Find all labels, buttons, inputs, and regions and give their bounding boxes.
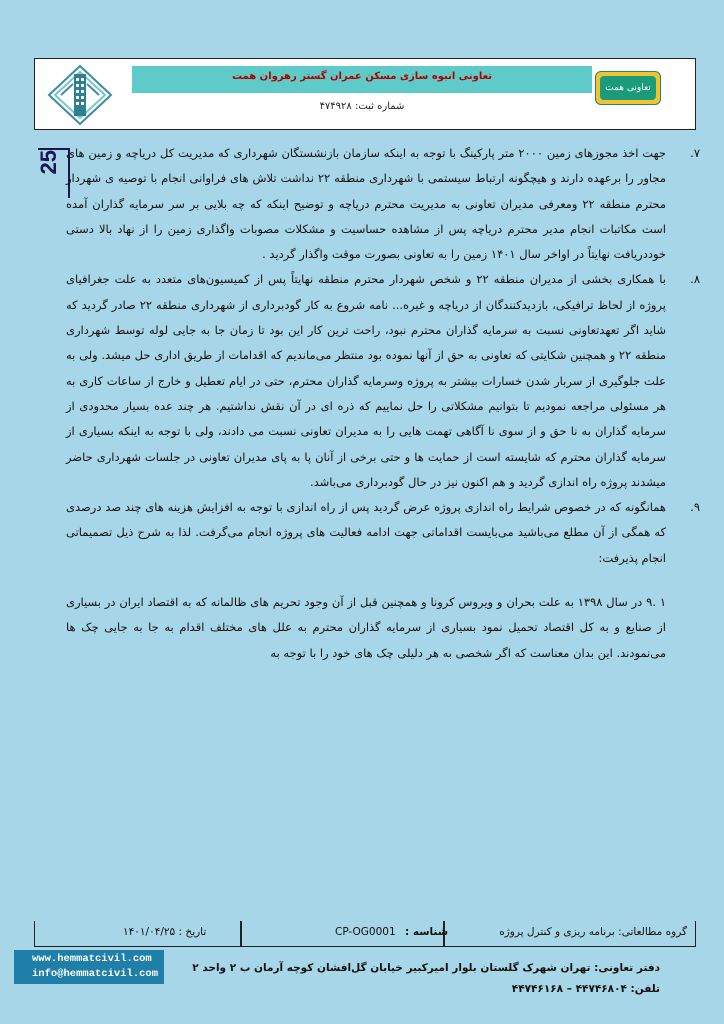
list-item bbox=[66, 141, 700, 267]
item-text: همانگونه که در خصوص شرایط راه اندازی پروژه عرض گردید پس از راه اندازی با توجه به افزایش هزینه های چند صد درصدی که همگی از آن مطلع می‌باشید می‌بایست اقداماتی جهت ادامه فعالیت های پروژه انجام می‌گرفت. لذا به شرح ذیل تصمیماتی انجام پذیرفت: bbox=[66, 500, 666, 565]
email-link[interactable]: info@hemmatcivil.com bbox=[32, 968, 159, 980]
item-number: ۸. bbox=[690, 272, 700, 287]
cooperative-logo bbox=[595, 71, 661, 105]
item-number: ۹. bbox=[690, 500, 700, 515]
document-header bbox=[34, 58, 696, 130]
contact-box bbox=[14, 950, 164, 984]
document-date: تاریخ : ۱۴۰۱/۰۴/۲۵ bbox=[123, 926, 207, 938]
subitem-number: ۱ .۹ bbox=[646, 595, 667, 610]
item-text: جهت اخذ مجوزهای زمین ۲۰۰۰ متر پارکینگ با توجه به اینکه سازمان بازنشستگان شهرداری که مدیریت کل دریاچه و زمین های مجاور را برعهده دارند و هیچگونه ارتباط سیستمی با شهرداری منطقه ۲۲ نداشت تلاش های فراوانی انجام با توصیه ی شهردار محترم منطقه ۲۲ ومعرفی مدیران تعاونی به مدیریت محترم دریاچه و توضیح اینکه که چه بلایی بر سر سرمایه گذاران آمده است مکاتبات انجام مدیر محترم دریاچه پس از مشاهده حساسیت و مشکلات مصوبات واگذاری زمین را از نهاد بالا دستی خوددریافت نهایتاً در اواخر سال ۱۴۰۱ زمین را به تعاونی بصورت موقت واگذار گردید . bbox=[66, 146, 666, 262]
list-item bbox=[66, 495, 700, 571]
footer-info-bar bbox=[34, 921, 696, 947]
header-title: تعاونی انبوه سازی مسکن عمران گستر رهروان همت bbox=[231, 71, 493, 82]
office-phone: تلفن: ۴۴۷۴۶۸۰۴ – ۴۴۷۴۶۱۶۸ bbox=[511, 983, 660, 995]
subitem-text: در سال ۱۳۹۸ به علت بحران و ویروس کرونا و همچنین قبل از آن وجود تحریم های ظالمانه که به اقتصاد ایران در بسیاری از صنایع و به کل اقتصاد تحمیل نمود بسیاری از سرمایه گذاران محترم به علل های مختلف اقدام به جا به جایی چک ها می‌نمودند. این بدان معناست که اگر شخصی به هر دلیلی چک های خود را با توجه به bbox=[66, 595, 666, 660]
sub-list-item bbox=[66, 590, 666, 666]
website-link[interactable]: www.hemmatcivil.com bbox=[32, 953, 152, 965]
document-id-label: شناسه : bbox=[405, 926, 449, 938]
item-number: ۷. bbox=[690, 146, 700, 160]
document-id-value: CP-OG0001 bbox=[335, 926, 396, 938]
registration-number: شماره ثبت: ۴۷۴۹۲۸ bbox=[319, 101, 405, 112]
document-body bbox=[66, 141, 700, 666]
item-text: با همکاری بخشی از مدیران منطقه ۲۲ و شخص شهردار محترم منطقه نهایتاً پس از کمیسیون‌های متعدد به علت جغرافیای پروژه از لحاظ ترافیکی، بازدیدکنندگان از دریاچه و غیره... نامه شروع به کار گودبرداری از شهرداری منطقه ۲۲ صادر گردید که شاید اگر تعهدتعاونی نسبت به سرمایه گذاران محترم نبود، راحت ترین کار این بود تا زمان جا به جایی لوله توسط شهرداری منطقه ۲۲ و همچنین شکایتی که تعاونی به حق از آنها نموده بود منتظر می‌ماندیم که اقدامات از طریق اداری حل میشد. ولی به علت جلوگیری از سربار شدن خسارات بیشتر به پروژه وسرمایه گذاران محترم، حتی در ایام تعطیل و خارج از ساعات کاری به هر مسئولی مراجعه نمودیم تا بتوانیم مشکلاتی را حل نماییم که ذره ای در آن نقش نداشتیم. هر چند عده بسیار محدودی از سرمایه گذاران به نا حق و از سوی نا آگاهی تهمت هایی را به مدیران تعاونی نسبت می دادند، ولی با توجه به اینکه بسیاری از سرمایه گذاران محترم که شایسته است از حمایت ها و حتی برخی از آنان پا به پای مدیران تعاونی در جلسات شهرداری حاضر میشدند پروژه راه اندازی گردید و هم اکنون نیز در حال گودبرداری می‌باشد. bbox=[66, 272, 667, 489]
building-logo-icon bbox=[47, 64, 113, 126]
list-item bbox=[66, 267, 700, 495]
cooperative-logo-text: تعاونی همت bbox=[600, 76, 656, 100]
study-group: گروه مطالعاتی: برنامه ریزی و کنترل پروژه bbox=[499, 926, 687, 938]
office-address: دفتر تعاونی: تهران شهرک گلستان بلوار امیرکبیر خیابان گل‌افشان کوچه آرمان ب ۲ واحد ۲ bbox=[192, 962, 660, 974]
page-number: 25 bbox=[36, 150, 61, 175]
